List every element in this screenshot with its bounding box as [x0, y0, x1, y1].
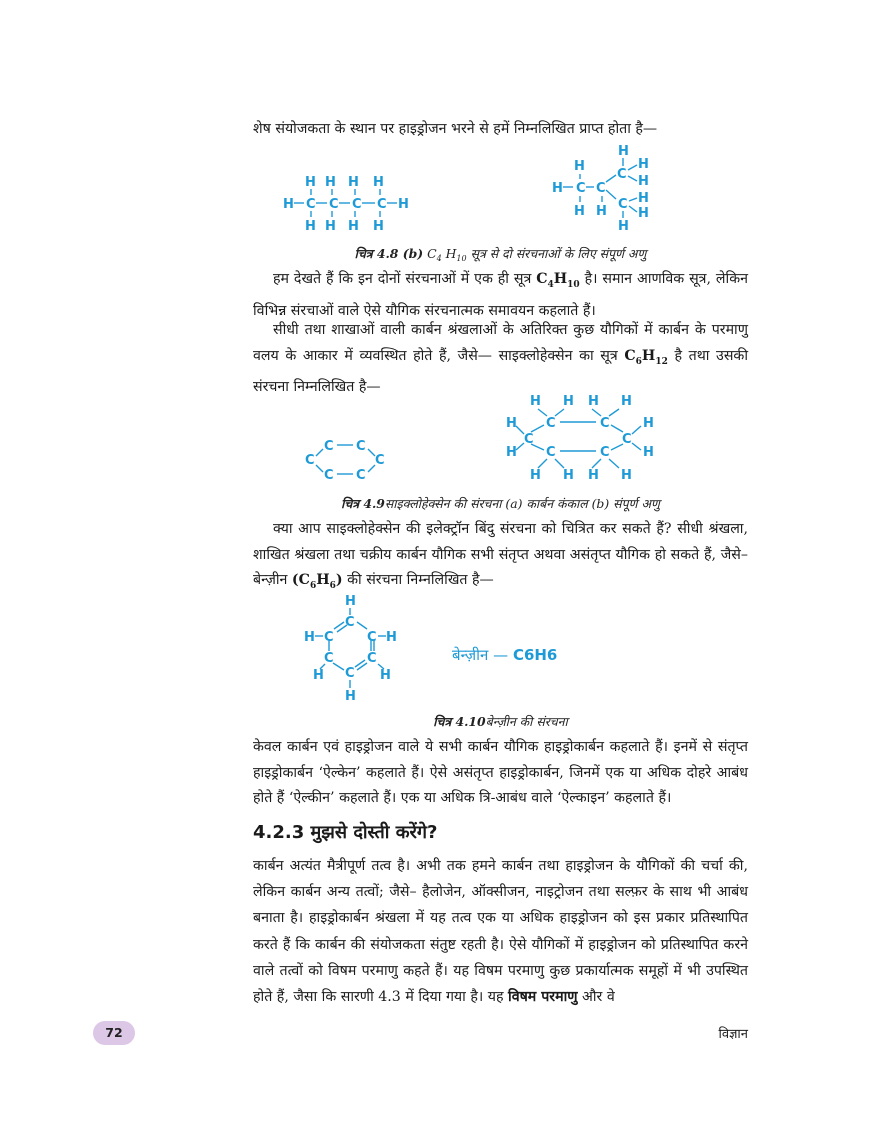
svg-text:C: C	[377, 197, 387, 212]
svg-text:C: C	[356, 439, 366, 454]
svg-text:H: H	[596, 204, 607, 219]
svg-text:H: H	[304, 630, 315, 645]
svg-text:C: C	[367, 630, 377, 645]
figure-4-10-label: चित्र 4.10	[433, 714, 486, 729]
svg-text:C: C	[329, 197, 339, 212]
svg-text:H: H	[574, 204, 585, 219]
svg-text:H: H	[638, 174, 649, 189]
svg-text:H: H	[373, 219, 384, 234]
svg-text:C: C	[324, 468, 334, 483]
benzene-formula-label	[452, 645, 557, 665]
svg-text:H: H	[398, 197, 409, 212]
formula-h-sub: 10	[456, 254, 467, 263]
f-c: C	[624, 347, 636, 364]
svg-text:H: H	[638, 206, 649, 221]
figure-4-8-label: चित्र 4.8 (b)	[354, 246, 424, 261]
svg-text:C: C	[324, 439, 334, 454]
formula-c: C	[427, 246, 437, 261]
section-heading: 4.2.3 मुझसे दोस्ती करेंगे?	[253, 822, 438, 843]
f-c-sub: 6	[309, 581, 317, 592]
intro-text: शेष संयोजकता के स्थान पर हाइड्रोजन भरने से हमें निम्नलिखित प्राप्त होता है—	[253, 121, 658, 137]
svg-text:C: C	[600, 445, 610, 460]
para3-text-b: की संरचना निम्नलिखित है—	[347, 572, 494, 589]
svg-text:H: H	[638, 157, 649, 172]
svg-text:H: H	[386, 630, 397, 645]
paragraph-heteroatoms	[253, 853, 748, 1010]
heteroatom-term: विषम परमाणु	[508, 989, 578, 1006]
svg-text:H: H	[574, 159, 585, 174]
svg-text:H: H	[563, 394, 574, 409]
svg-text:H: H	[305, 175, 316, 190]
svg-text:H: H	[345, 689, 356, 704]
svg-text:C: C	[375, 453, 385, 468]
svg-text:H: H	[305, 219, 316, 234]
para5-text-a: कार्बन अत्यंत मैत्रीपूर्ण तत्व है। अभी तक हमने कार्बन तथा हाइड्रोजन के यौगिकों की चर्चा की, लेकिन कार्बन अन्य तत्वों; जैसे– हैलोजेन, ऑक्सीजन, नाइट्रोजन तथा सल्फ़र के साथ भी आबंध बनाता है। हाइड्रोकार्बन श्रंखला में यह तत्व एक या अधिक हाइड्रोजन को इस प्रकार प्रतिस्थापित करते हैं कि कार्बन की संयोजकता संतुष्ट रहती है। ऐसे यौगिकों में हाइड्रोजन को प्रतिस्थापित करने वाले तत्वों को विषम परमाणु कहते हैं। यह विषम परमाणु कुछ प्रकार्यात्मक समूहों में भी उपस्थित होते हैं, जैसा कि सारणी 4.3 में दिया गया है। यह	[253, 858, 748, 1006]
figure-4-8-text: सूत्र से दो संरचनाओं के लिए संपूर्ण अणु	[470, 246, 647, 261]
svg-text:C: C	[617, 167, 627, 182]
cyclohexane-structures	[298, 388, 668, 488]
f-h-sub: 10	[567, 280, 580, 290]
f-close: )	[335, 572, 343, 589]
figure-4-10-text: बेन्ज़ीन की संरचना	[485, 714, 568, 729]
svg-text:H: H	[621, 394, 632, 409]
svg-text:H: H	[313, 668, 324, 683]
formula-c6h12	[624, 347, 668, 367]
svg-text:H: H	[373, 175, 384, 190]
formula-c4h10	[536, 271, 580, 290]
svg-text:H: H	[348, 219, 359, 234]
f-h-sub: 6	[329, 581, 336, 592]
page-number: 72	[93, 1021, 135, 1045]
c4h10-structures	[280, 140, 680, 240]
svg-text:C: C	[367, 651, 377, 666]
svg-text:H: H	[643, 445, 654, 460]
svg-text:H: H	[552, 181, 563, 196]
svg-text:C: C	[524, 432, 534, 447]
svg-text:H: H	[563, 468, 574, 483]
figure-4-10-caption	[253, 713, 748, 730]
para1-text-b: है। समान आणविक सूत्र, लेकिन विभिन्न संरचाओं वाले ऐसे यौगिक संरचनात्मक समावयन कहलाते हैं।	[253, 271, 748, 319]
svg-text:H: H	[325, 175, 336, 190]
para2-text-b: है तथा उसकी संरचना निम्नलिखित है—	[253, 347, 748, 396]
f-c-sub: 4	[547, 280, 554, 290]
svg-text:C: C	[324, 651, 334, 666]
svg-text:H: H	[588, 394, 599, 409]
svg-text:C: C	[576, 181, 586, 196]
svg-text:C: C	[306, 197, 316, 212]
svg-text:H: H	[345, 594, 356, 609]
svg-text:C: C	[618, 197, 628, 212]
svg-text:H: H	[588, 468, 599, 483]
svg-text:C: C	[622, 432, 632, 447]
f-c: C	[536, 271, 548, 287]
paragraph-hydrocarbons: केवल कार्बन एवं हाइड्रोजन वाले ये सभी कार्बन यौगिक हाइड्रोकार्बन कहलाते हैं। इनमें से संतृप्त हाइड्रोकार्बन ‘ऐल्केन’ कहलाते हैं। ऐसे असंतृप्त हाइड्रोकार्बन, जिनमें एक या अधिक दोहरे आबंध होते हैं ‘ऐल्कीन’ कहलाते हैं। एक या अधिक त्रि-आबंध वाले ‘ऐल्काइन’ कहलाते हैं।	[253, 739, 748, 807]
benzene-structure	[300, 590, 410, 710]
svg-text:H: H	[643, 416, 654, 431]
f-c-sub: 6	[635, 356, 642, 367]
para5-text-b: और वे	[582, 989, 615, 1006]
svg-text:H: H	[618, 219, 629, 234]
svg-text:C: C	[356, 468, 366, 483]
paragraph-isomers	[253, 267, 748, 324]
svg-text:H: H	[348, 175, 359, 190]
svg-text:H: H	[506, 445, 517, 460]
benzene-name: बेन्ज़ीन —	[452, 646, 509, 664]
f-c: (C	[291, 572, 310, 589]
svg-text:C: C	[305, 453, 315, 468]
svg-text:C: C	[345, 666, 355, 681]
svg-text:C: C	[546, 445, 556, 460]
formula-c6h6	[291, 572, 343, 592]
svg-text:C: C	[324, 630, 334, 645]
para3-text-a: क्या आप साइक्लोहेक्सेन की इलेक्ट्रॉन बिंदु संरचना को चित्रित कर सकते हैं? सीधी श्रंखला, शाखित श्रंखला तथा चक्रीय कार्बन यौगिक सभी संतृप्त अथवा असंतृप्त यौगिक हो सकते हैं, जैसे– बेन्ज़ीन	[253, 521, 748, 589]
svg-text:H: H	[325, 219, 336, 234]
formula-c-sub: 4	[436, 254, 442, 263]
f-h: H	[316, 572, 330, 589]
f-h: H	[553, 271, 568, 287]
book-subject: विज्ञान	[718, 1027, 748, 1042]
formula-h: H	[445, 246, 457, 261]
figure-4-8-caption	[253, 245, 748, 263]
figure-4-9-caption	[253, 495, 748, 512]
svg-text:C: C	[345, 615, 355, 630]
svg-text:H: H	[638, 191, 649, 206]
svg-text:H: H	[530, 468, 541, 483]
svg-text:C: C	[352, 197, 362, 212]
f-h-sub: 12	[655, 356, 668, 367]
f-h: H	[641, 347, 656, 364]
paragraph-benzene	[253, 517, 748, 600]
svg-text:H: H	[530, 394, 541, 409]
svg-text:C: C	[600, 416, 610, 431]
benzene-formula: C6H6	[512, 646, 558, 664]
svg-text:H: H	[621, 468, 632, 483]
figure-4-9-text: साइक्लोहेक्सेन की संरचना (a) कार्बन कंकाल (b) संपूर्ण अणु	[384, 496, 660, 511]
svg-text:C: C	[596, 181, 606, 196]
svg-text:C: C	[546, 416, 556, 431]
svg-text:H: H	[283, 197, 294, 212]
svg-text:H: H	[380, 668, 391, 683]
para2-text-a: सीधी तथा शाखाओं वाली कार्बन श्रंखलाओं के अतिरिक्त कुछ यौगिकों में कार्बन के परमाणु वलय के आकार में व्यवस्थित होते हैं, जैसे— साइक्लोहेक्सेन का सूत्र	[253, 322, 748, 364]
figure-4-9-label: चित्र 4.9	[341, 496, 385, 511]
svg-text:H: H	[506, 416, 517, 431]
para1-text-a: हम देखते हैं कि इन दोनों संरचनाओं में एक ही सूत्र	[273, 271, 532, 287]
svg-text:H: H	[618, 144, 629, 159]
